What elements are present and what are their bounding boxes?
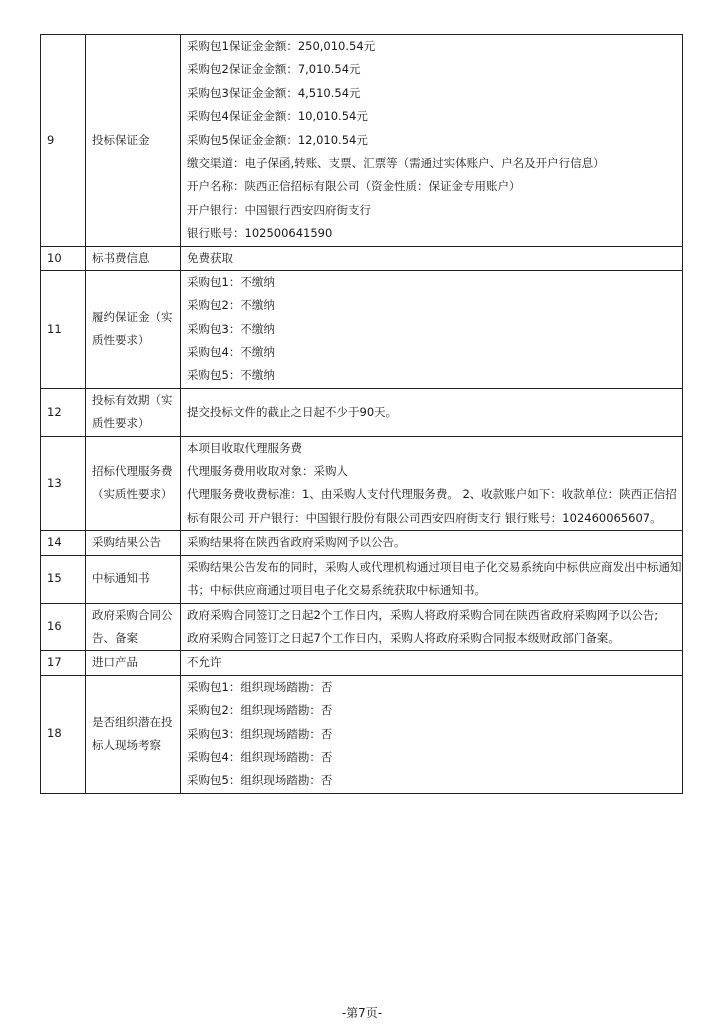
row-content [181, 531, 683, 555]
content-line: 本项目收取代理服务费 [187, 440, 302, 455]
content-line: 采购包2：组织现场踏勘：否 [187, 703, 333, 718]
row-number: 14 [41, 531, 86, 555]
table-row [41, 246, 683, 270]
content-line: 采购包1：不缴纳 [187, 274, 275, 289]
content-line: 银行账号：102500641590 [187, 226, 333, 241]
content-line: 采购包3：不缴纳 [187, 321, 275, 336]
row-content [181, 388, 683, 436]
content-line: 开户银行：中国银行西安四府街支行 [187, 202, 371, 217]
content-paragraph: 代理服务费收费标准：1、由采购人支付代理服务费。 2、收款账户如下：收款单位：陕西正信招标有限公司 开户银行：中国银行股份有限公司西安四府街支行 银行账号：102460065607。 [187, 487, 677, 525]
tender-info-table [40, 34, 683, 794]
row-number: 9 [41, 35, 86, 247]
content-line: 采购包5保证金金额：12,010.54元 [187, 132, 368, 147]
row-number: 17 [41, 651, 86, 675]
content-line: 缴交渠道：电子保函,转账、支票、汇票等（需通过实体账户、户名及开户行信息） [187, 155, 605, 170]
row-content [181, 270, 683, 388]
row-number: 16 [41, 603, 86, 651]
content-line: 采购包3保证金金额：4,510.54元 [187, 85, 361, 100]
row-content [181, 651, 683, 675]
content-line: 采购结果将在陕西省政府采购网予以公告。 [187, 535, 406, 550]
row-content [181, 603, 683, 651]
content-line: 采购包4保证金金额：10,010.54元 [187, 109, 368, 124]
row-number: 18 [41, 675, 86, 793]
row-content [181, 35, 683, 247]
row-item-label: 政府采购合同公告、备案 [86, 603, 181, 651]
content-line: 采购包3：组织现场踏勘：否 [187, 726, 333, 741]
row-item-label: 标书费信息 [86, 246, 181, 270]
row-content [181, 436, 683, 531]
row-content [181, 555, 683, 603]
table-row [41, 35, 683, 247]
table-row [41, 603, 683, 651]
content-line: 提交投标文件的截止之日起不少于90天。 [187, 404, 398, 419]
row-item-label: 投标有效期（实质性要求） [86, 388, 181, 436]
content-line: 不允许 [187, 655, 222, 670]
row-content [181, 675, 683, 793]
content-line: 政府采购合同签订之日起7个工作日内，采购人将政府采购合同报本级财政部门备案。 [187, 630, 620, 645]
page-number: -第7页- [341, 1006, 383, 1020]
content-line: 采购包2：不缴纳 [187, 298, 275, 313]
row-item-label: 进口产品 [86, 651, 181, 675]
row-number: 11 [41, 270, 86, 388]
row-item-label: 投标保证金 [86, 35, 181, 247]
content-line: 采购包2保证金金额：7,010.54元 [187, 62, 361, 77]
content-line: 采购包4：不缴纳 [187, 345, 275, 360]
table-row [41, 388, 683, 436]
row-item-label: 招标代理服务费（实质性要求） [86, 436, 181, 531]
row-item-label: 采购结果公告 [86, 531, 181, 555]
content-paragraph: 采购结果公告发布的同时，采购人或代理机构通过项目电子化交易系统向中标供应商发出中标通知书；中标供应商通过项目电子化交易系统获取中标通知书。 [187, 559, 682, 598]
row-item-label: 中标通知书 [86, 555, 181, 603]
table-row [41, 675, 683, 793]
table-row [41, 270, 683, 388]
row-item-label: 履约保证金（实质性要求） [86, 270, 181, 388]
row-item-label: 是否组织潜在投标人现场考察 [86, 675, 181, 793]
content-line: 采购包5：组织现场踏勘：否 [187, 773, 333, 788]
row-content [181, 246, 683, 270]
content-line: 采购包5：不缴纳 [187, 368, 275, 383]
content-line: 采购包1：组织现场踏勘：否 [187, 679, 333, 694]
table-row [41, 436, 683, 531]
content-line: 采购包4：组织现场踏勘：否 [187, 749, 333, 764]
content-line: 开户名称：陕西正信招标有限公司（资金性质：保证金专用账户） [187, 179, 521, 194]
table-row [41, 531, 683, 555]
table-row [41, 651, 683, 675]
content-line: 代理服务费用收取对象：采购人 [187, 464, 348, 479]
row-number: 15 [41, 555, 86, 603]
row-number: 10 [41, 246, 86, 270]
content-line: 采购包1保证金金额：250,010.54元 [187, 39, 376, 53]
content-line: 政府采购合同签订之日起2个工作日内，采购人将政府采购合同在陕西省政府采购网予以公告; [187, 607, 659, 622]
row-number: 12 [41, 388, 86, 436]
content-line: 免费获取 [187, 250, 233, 265]
row-number: 13 [41, 436, 86, 531]
table-row [41, 555, 683, 603]
